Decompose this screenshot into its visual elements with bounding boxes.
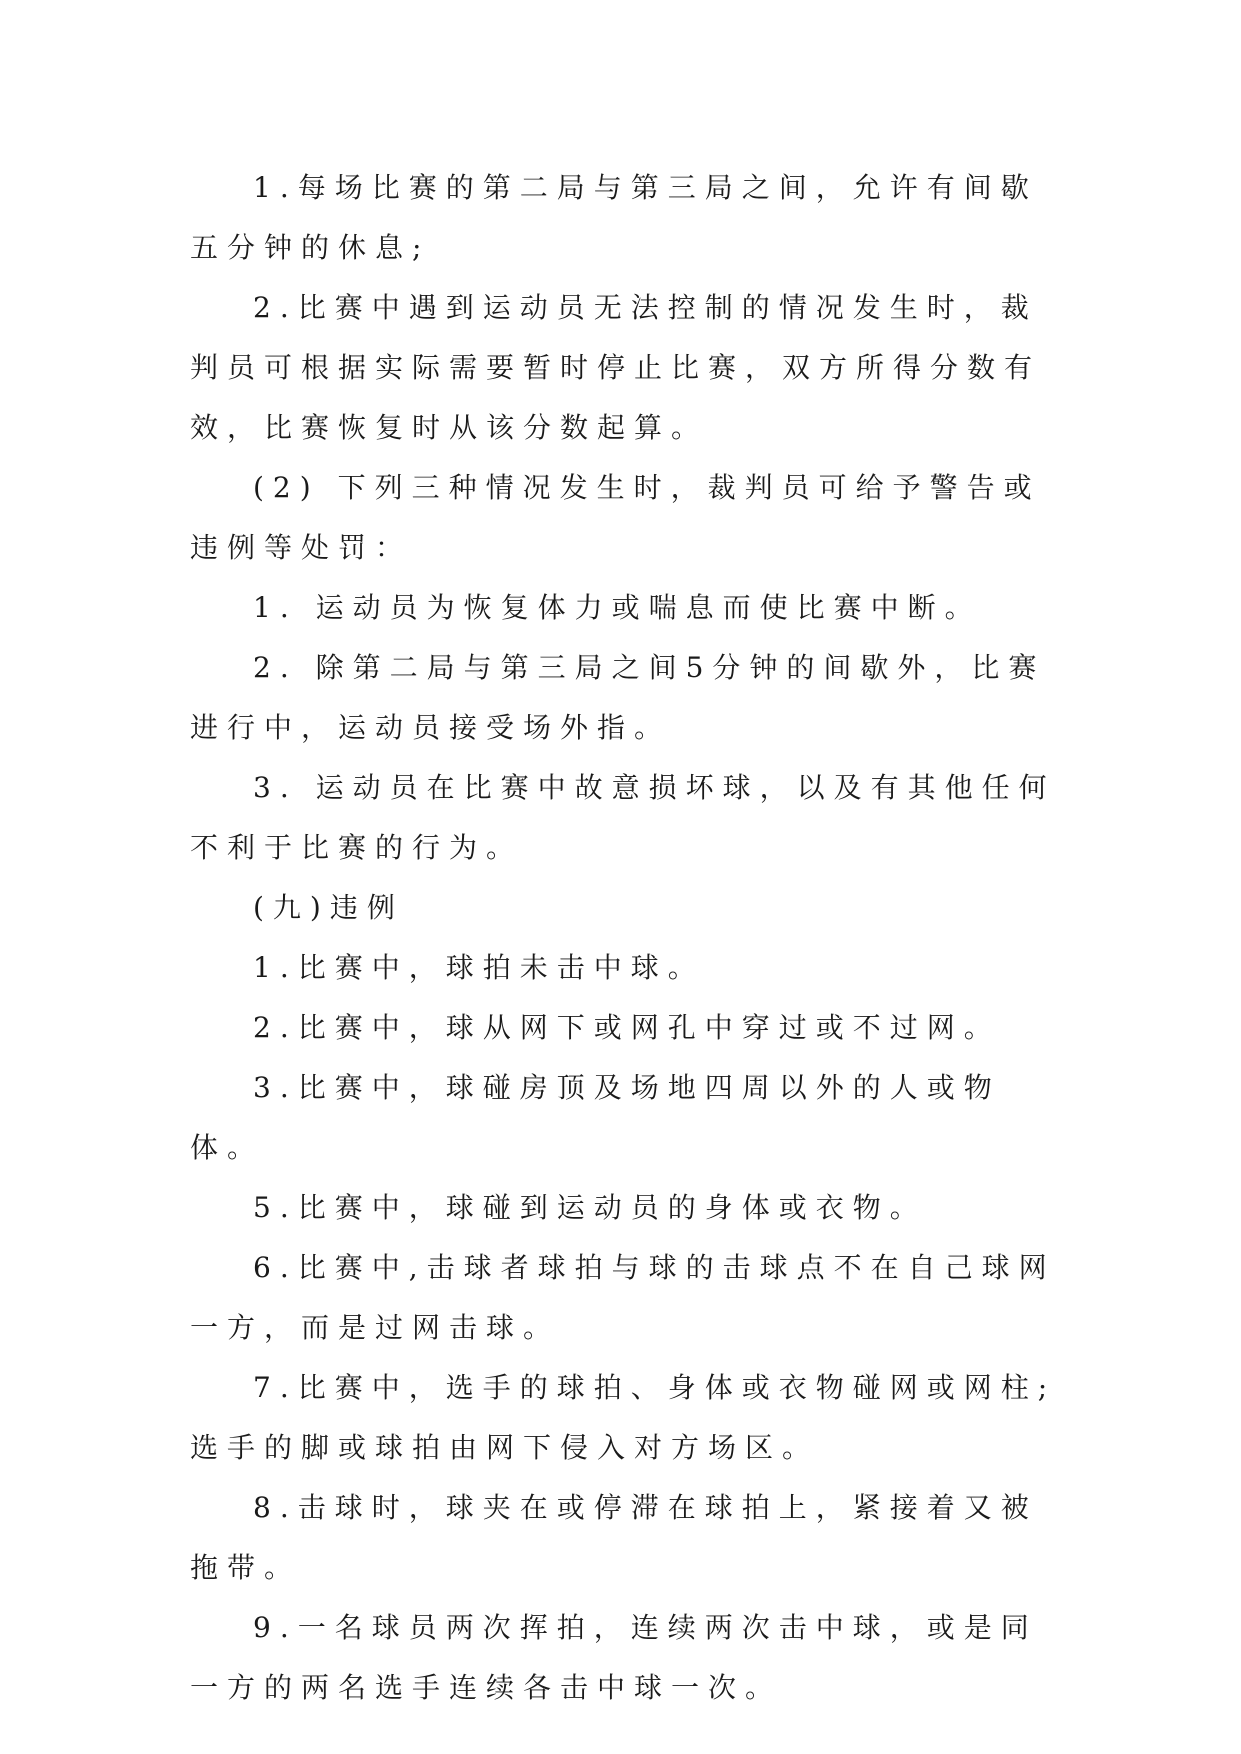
paragraph-15: 9.一名球员两次挥拍，连续两次击中球，或是同一方的两名选手连续各击中球一次。 xyxy=(190,1611,1038,1704)
paragraph-2: 2.比赛中遇到运动员无法控制的情况发生时，裁判员可根据实际需要暂时停止比赛，双方所得分数有效，比赛恢复时从该分数起算。 xyxy=(190,291,1042,444)
paragraph-13: 7.比赛中，选手的球拍、身体或衣物碰网或网柱;选手的脚或球拍由网下侵入对方场区。 xyxy=(190,1371,1057,1464)
document-body xyxy=(190,158,1070,1718)
paragraph-1: 1.每场比赛的第二局与第三局之间，允许有间歇五分钟的休息; xyxy=(190,171,1038,264)
paragraph-6: 3. 运动员在比赛中故意损坏球，以及有其他任何不利于比赛的行为。 xyxy=(190,771,1056,864)
paragraph-10: 3.比赛中，球碰房顶及场地四周以外的人或物体。 xyxy=(190,1071,1001,1164)
paragraph-5: 2. 除第二局与第三局之间5分钟的间歇外，比赛进行中，运动员接受场外指。 xyxy=(190,651,1046,744)
paragraph-4: 1. 运动员为恢复体力或喘息而使比赛中断。 xyxy=(253,591,982,624)
paragraph-8: 1.比赛中，球拍未击中球。 xyxy=(253,951,705,984)
paragraph-11: 5.比赛中，球碰到运动员的身体或衣物。 xyxy=(253,1191,927,1224)
paragraph-9: 2.比赛中，球从网下或网孔中穿过或不过网。 xyxy=(253,1011,1001,1044)
paragraph-14: 8.击球时，球夹在或停滞在球拍上，紧接着又被拖带。 xyxy=(190,1491,1038,1584)
paragraph-3: (2) 下列三种情况发生时，裁判员可给予警告或违例等处罚： xyxy=(190,471,1041,564)
section-heading-violations: (九)违例 xyxy=(253,891,404,924)
paragraph-12: 6.比赛中,击球者球拍与球的击球点不在自己球网一方，而是过网击球。 xyxy=(190,1251,1056,1344)
